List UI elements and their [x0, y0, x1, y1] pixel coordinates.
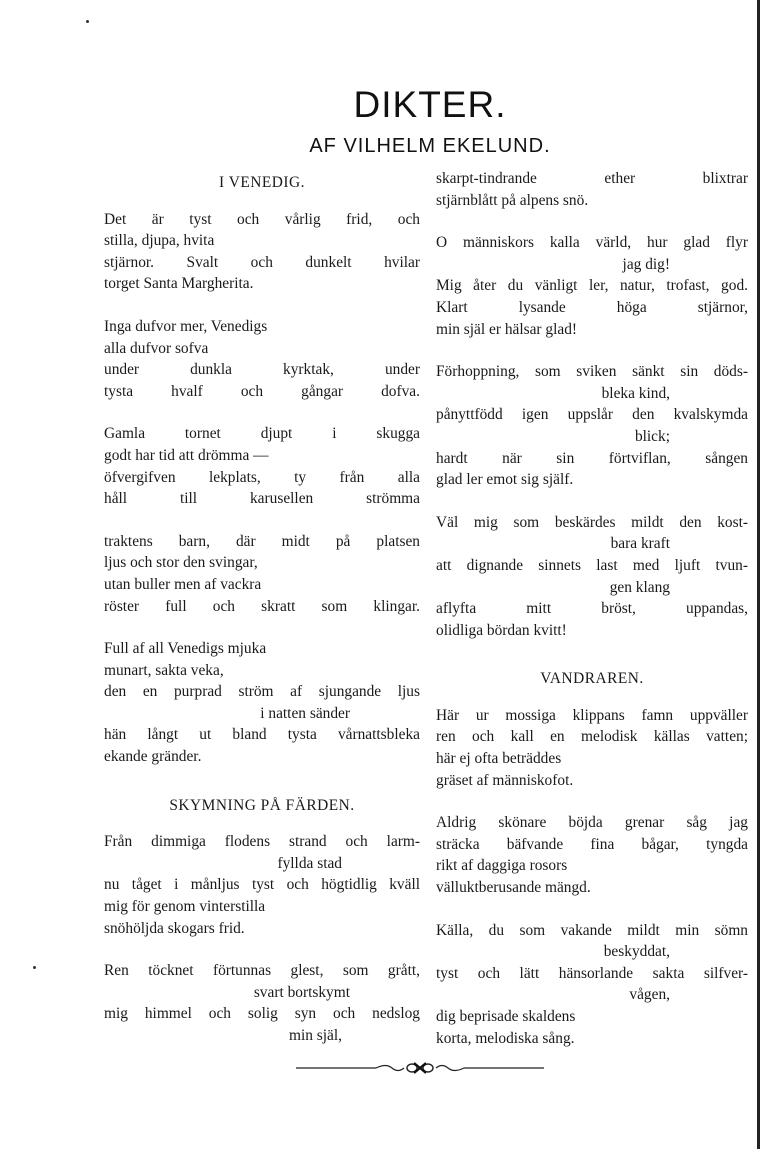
- verse-line: jag dig!: [622, 255, 670, 273]
- verse-line: Förhoppning, som sviken sänkt sin döds-: [436, 363, 748, 381]
- verse-line: stjärnblått på alpens snö.: [436, 191, 589, 209]
- verse-line: Från dimmiga flodens strand och larm-: [104, 833, 420, 851]
- verse-line: svart bortskymt: [253, 983, 350, 1001]
- verse-line: hardt när sin förtviflan, sången: [436, 449, 748, 467]
- verse-line: utan buller men af vackra: [104, 575, 262, 593]
- verse-line: O människors kalla värld, hur glad flyr: [436, 234, 748, 252]
- stanza: [436, 232, 748, 340]
- verse-line: stjärnor. Svalt och dunkelt hvilar: [104, 253, 420, 271]
- stanza: [436, 812, 748, 898]
- verse-line: sträcka bäfvande fina bågar, tyngda: [436, 835, 748, 853]
- verse-line: öfvergifven lekplats, ty från alla: [104, 468, 420, 486]
- verse-line: hän långt ut bland tysta vårnattsbleka: [104, 726, 420, 744]
- verse-line: dig beprisade skaldens: [436, 1008, 576, 1025]
- verse-line: aflyfta mitt bröst, uppandas,: [436, 600, 748, 618]
- verse-line: bara kraft: [610, 535, 670, 553]
- verse-line: gen klang: [609, 578, 670, 596]
- verse-line: håll till karusellen strömma: [104, 490, 420, 508]
- verse-line: välluktberusande mängd.: [436, 879, 591, 897]
- stanza: [104, 638, 420, 768]
- verse-line: blick;: [634, 427, 670, 445]
- stanza: [436, 705, 748, 791]
- verse-line: olidliga bördan kvitt!: [436, 621, 567, 639]
- verse-line: alla dufvor sofva: [104, 339, 209, 357]
- speck-mark: [86, 20, 89, 23]
- verse-line: under dunkla kyrktak, under: [104, 361, 420, 379]
- verse-line: mig himmel och solig syn och nedslog: [104, 1005, 420, 1023]
- verse-line: Det är tyst och vårlig frid, och: [104, 210, 420, 228]
- verse-line: skarpt-tindrande ether blixtrar: [436, 170, 748, 187]
- end-ornament-icon: [296, 1058, 544, 1078]
- verse-line: Källa, du som vakande mildt min sömn: [436, 921, 748, 939]
- verse-line: fyllda stad: [277, 854, 342, 872]
- poem-title: I VENEDIG.: [219, 174, 305, 191]
- stanza: [436, 512, 748, 642]
- stanza: [436, 361, 748, 491]
- verse-line: glad ler emot sig själf.: [436, 471, 574, 489]
- verse-line: munart, sakta veka,: [104, 661, 224, 679]
- verse-line: ekande gränder.: [104, 748, 202, 766]
- verse-line: Ren töcknet förtunnas glest, som grått,: [104, 962, 420, 980]
- speck-mark: [33, 966, 36, 969]
- left-column: [104, 168, 420, 1068]
- stanza: [104, 531, 420, 617]
- verse-line: vågen,: [629, 986, 670, 1004]
- verse-line: pånyttfödd igen uppslår den kvalskymda: [436, 406, 748, 424]
- verse-line: stilla, djupa, hvita: [104, 232, 215, 250]
- stanza: [104, 831, 420, 939]
- stanza: [436, 920, 748, 1050]
- poem-title: SKYMNING PÅ FÄRDEN.: [169, 796, 355, 814]
- verse-line: Mig åter du vänligt ler, natur, trofast, god.: [436, 277, 748, 295]
- verse-line: i natten sänder: [260, 704, 350, 722]
- verse-line: att dignande sinnets last med ljuft tvun-: [436, 556, 748, 574]
- right-column: [436, 168, 748, 1070]
- verse-line: ljus och stor den svingar,: [104, 554, 258, 572]
- stanza: [104, 960, 420, 1046]
- stanza: [104, 423, 420, 509]
- verse-line: ren och kall en melodisk källas vatten;: [436, 728, 748, 746]
- verse-line: gräset af människofot.: [436, 771, 574, 789]
- verse-line: röster full och skratt som klingar.: [104, 597, 420, 615]
- stanza: [104, 209, 420, 295]
- verse-line: bleka kind,: [601, 384, 670, 402]
- verse-line: den en purprad ström af sjungande ljus: [104, 683, 420, 701]
- verse-line: korta, melodiska sång.: [436, 1029, 575, 1047]
- verse-line: beskyddat,: [603, 943, 670, 961]
- page-title: DIKTER.: [353, 84, 507, 125]
- verse-line: min själ er hälsar glad!: [436, 320, 578, 338]
- author-byline: AF VILHELM EKELUND.: [309, 135, 551, 157]
- verse-line: nu tåget i månljus tyst och högtidlig kväll: [104, 876, 420, 894]
- verse-line: Gamla tornet djupt i skugga: [104, 425, 420, 443]
- verse-line: Inga dufvor mer, Venedigs: [104, 317, 268, 335]
- verse-line: tyst och lätt hänsorlande sakta silfver-: [436, 964, 748, 982]
- stanza: [436, 168, 748, 211]
- verse-line: Väl mig som beskärdes mildt den kost-: [436, 513, 748, 531]
- verse-line: min själ,: [288, 1027, 342, 1044]
- verse-line: mig för genom vinterstilla: [104, 898, 266, 916]
- verse-line: snöhöljda skogars frid.: [104, 919, 245, 937]
- verse-line: här ej ofta beträddes: [436, 750, 562, 768]
- verse-line: Klart lysande höga stjärnor,: [436, 298, 748, 316]
- stanza: [104, 316, 420, 402]
- verse-line: Full af all Venedigs mjuka: [104, 640, 267, 658]
- verse-line: torget Santa Margherita.: [104, 275, 254, 293]
- verse-line: godt har tid att drömma —: [104, 446, 269, 464]
- verse-line: traktens barn, där midt på platsen: [104, 532, 420, 550]
- verse-line: Här ur mossiga klippans famn uppväller: [436, 706, 748, 724]
- poem-title: VANDRAREN.: [540, 670, 644, 688]
- verse-line: rikt af daggiga rosors: [436, 857, 568, 875]
- verse-line: Aldrig skönare böjda grenar såg jag: [436, 814, 748, 832]
- verse-line: tysta hvalf och gångar dofva.: [104, 382, 420, 400]
